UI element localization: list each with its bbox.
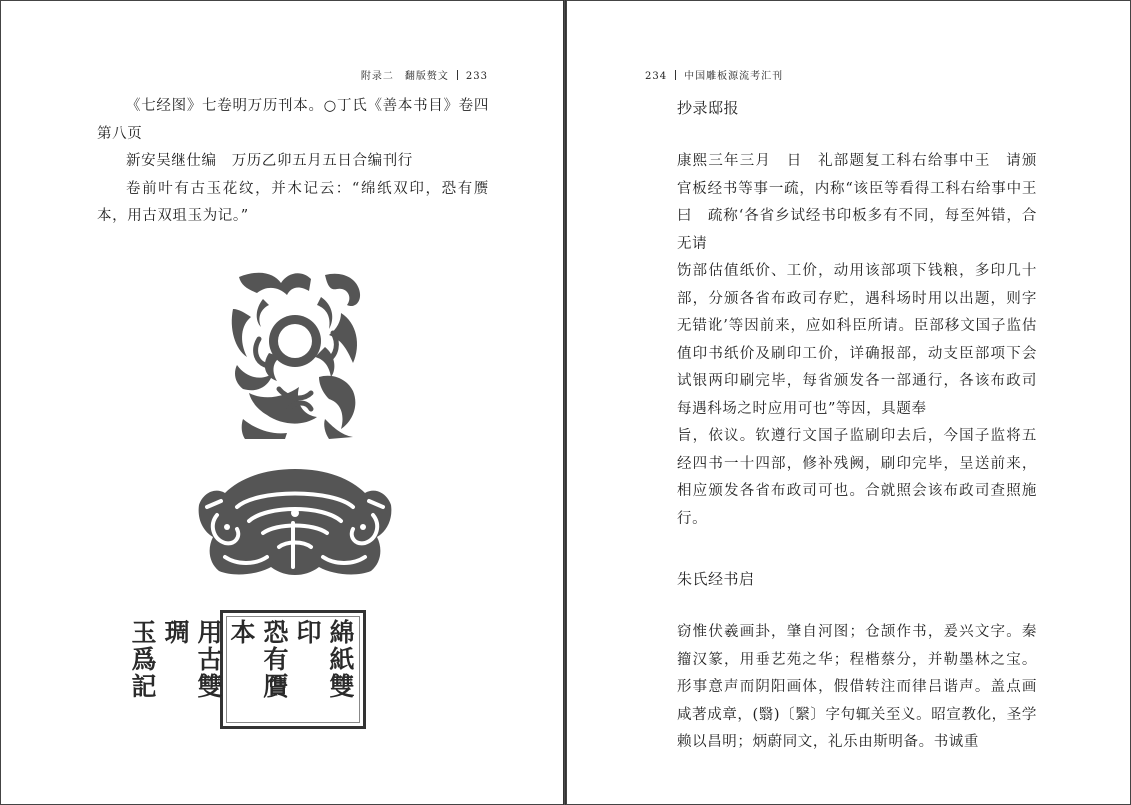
paragraph: 饬部估值纸价、工价，动用该部项下钱粮，多印几十部，分颁各省布政司存贮，遇科场时用以出题，则字无错讹’等因前来，应如科臣所请。臣部移文国子监估值印书纸价及刷印工价，详确报部，动支臣部项下会试银两印刷完毕，每省颁发各一部通行，各该布政司每遇科场之时应用可也”等因，具题奉: [677, 263, 1037, 417]
section-2-body: [677, 619, 1037, 757]
section-title-dibao: 抄录邸报: [677, 99, 740, 117]
left-running-head: [361, 67, 488, 82]
section-1-body: [677, 148, 1037, 533]
jade-ornament-figure-1: [229, 269, 363, 439]
running-head-divider: [675, 70, 676, 80]
section-title-zhu-shi: 朱氏经书启: [677, 570, 755, 588]
left-section-title: 附录二 翻版赘文: [360, 71, 449, 82]
right-page-number: 234: [645, 71, 668, 82]
paragraph: 《七经图》七卷明万历刊本。○丁氏《善本书目》卷四第八页: [97, 98, 489, 142]
right-book-title: 中国雕板源流考汇刊: [684, 71, 784, 82]
seal-text-columns: [128, 619, 357, 720]
paragraph: 窃惟伏羲画卦，肇自河图；仓颉作书，爰兴文字。秦籀汉篆，用垂艺苑之华；程楷蔡分，并勒墨林之宝。形事意声而阴阳画体，假借转注而律吕谐声。盖点画咸著成章，(翳)〔繄〕字句辄关至义。昭宣教化，圣学赖以昌明；炳蔚同文，礼乐由斯明备。书诚重: [677, 624, 1037, 750]
seal-column: 恐有贋本: [227, 619, 289, 700]
paragraph: 卷前叶有古玉花纹，并木记云：“绵纸双印，恐有赝本，用古双珇玉为记。”: [97, 180, 489, 224]
seal-column: 用古雙琱: [161, 619, 223, 700]
seal-column: 玉爲記: [128, 619, 157, 700]
paragraph: 旨，依议。钦遵行文国子监刷印去后，今国子监将五经四书一十四部，修补残阙，刷印完毕，呈送前来，相应颁发各省布政司可也。合就照会该布政司查照施行。: [677, 428, 1037, 527]
jade-ornament-figure-2: [197, 467, 393, 577]
left-page-number: 233: [465, 71, 488, 82]
right-page: [566, 0, 1131, 805]
wood-seal-mark: [128, 610, 366, 729]
paragraph: 新安吴继仕编 万历乙卯五月五日合编刊行: [126, 153, 413, 169]
seal-column: 綿紙雙印: [293, 619, 355, 700]
right-running-head: [645, 67, 783, 82]
paragraph: 康熙三年三月 日 礼部题复工科右给事中王 请颁官板经书等事一疏，内称“该臣等看得工科右给事中王曰 疏称‘各省乡试经书印板多有不同，每至舛错，合无请: [677, 153, 1037, 252]
running-head-divider: [457, 70, 458, 80]
left-body-text: [97, 93, 489, 231]
